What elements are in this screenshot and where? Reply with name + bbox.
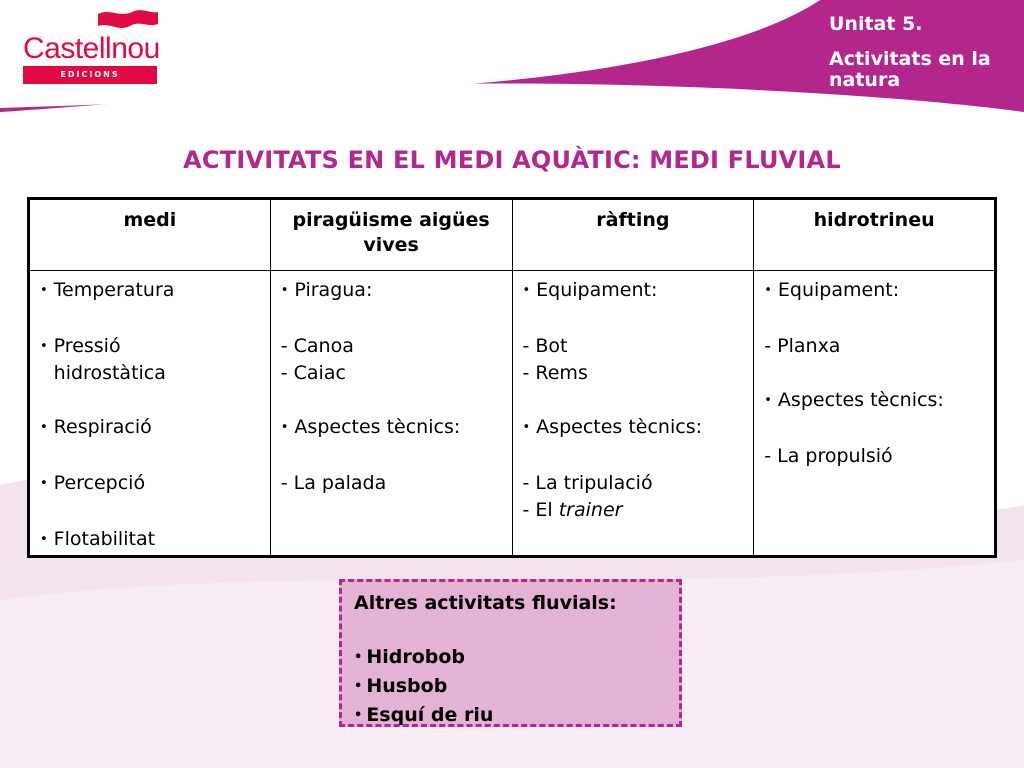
page-title: ACTIVITATS EN EL MEDI AQUÀTIC: MEDI FLUVIAL: [183, 146, 841, 174]
cell-rafting: [512, 271, 754, 557]
list-item: • Pressió hidrostàtica: [40, 335, 166, 384]
cell-medi: [29, 271, 271, 557]
cell-piraguisme: [270, 271, 512, 557]
list-item: • Percepció: [40, 472, 146, 494]
header-medi: medi: [29, 199, 271, 271]
sub-item: - Planxa: [764, 335, 841, 357]
sub-item: - Bot: [522, 335, 568, 357]
sub-item: - La palada: [280, 472, 387, 494]
sub-item: - Caiac: [280, 362, 346, 384]
header-rafting: ràfting: [512, 199, 754, 271]
unit-header: [829, 14, 1009, 91]
list-item: • Equipament:: [522, 279, 658, 301]
header-piraguisme: piragüisme aigües vives: [270, 199, 512, 271]
sub-item: - La propulsió: [764, 445, 893, 467]
logo-text: Castellnou: [23, 32, 160, 65]
list-item: • Hidrobob: [354, 646, 466, 668]
flag-icon: [96, 8, 160, 32]
table-row: [29, 271, 996, 557]
unit-topic: Activitats en la natura: [829, 48, 991, 91]
list-item: • Flotabilitat: [40, 528, 156, 550]
sub-item: - La tripulació: [522, 472, 653, 494]
cell-hidrotrineu: [754, 271, 996, 557]
table-header-row: [29, 199, 996, 271]
list-item: • Respiració: [40, 416, 152, 438]
activities-table: [27, 197, 997, 558]
sub-item: - El trainer: [522, 499, 623, 521]
sub-item: - Canoa: [280, 335, 354, 357]
list-item: • Piragua:: [280, 279, 373, 301]
list-item: • Equipament:: [764, 279, 900, 301]
logo-subtitle: EDICIONS: [23, 66, 157, 84]
list-item: • Husbob: [354, 675, 448, 697]
box-heading: Altres activitats fluvials:: [354, 592, 617, 614]
castellnou-logo: [23, 8, 163, 80]
header-hidrotrineu: hidrotrineu: [754, 199, 996, 271]
sub-item: - Rems: [522, 362, 588, 384]
list-item: • Temperatura: [40, 279, 175, 301]
other-activities-box: [339, 579, 682, 727]
list-item: • Aspectes tècnics:: [522, 416, 702, 438]
list-item: • Aspectes tècnics:: [764, 389, 944, 411]
list-item: • Esquí de riu: [354, 704, 494, 726]
unit-number: Unitat 5.: [829, 13, 923, 35]
list-item: • Aspectes tècnics:: [280, 416, 461, 438]
